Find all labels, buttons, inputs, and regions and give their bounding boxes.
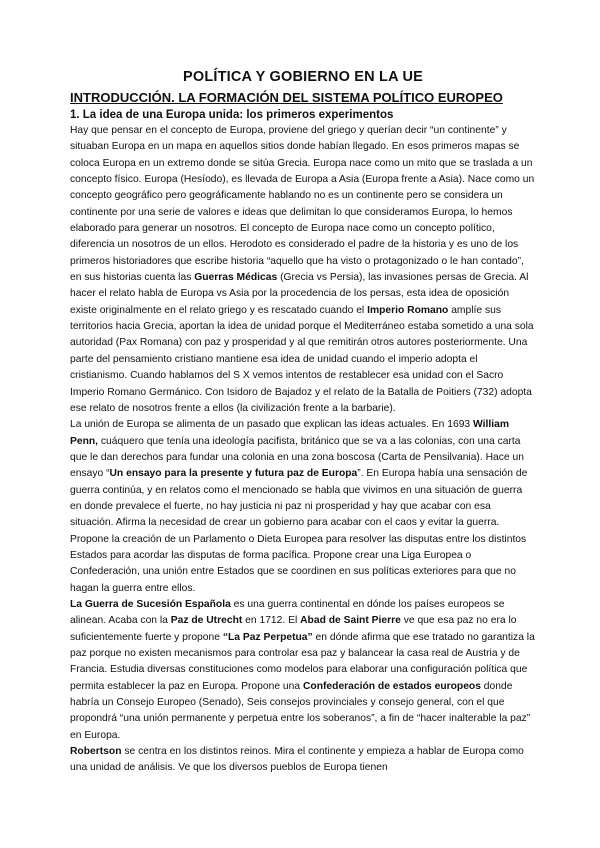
bold-term: Paz de Utrecht	[170, 615, 243, 627]
text-run: es una guerra continental en dónde los países europeos se alinean. Acaba con la	[70, 598, 505, 627]
section-heading: 1. La idea de una Europa unida: los primeros experimentos	[70, 109, 394, 121]
bold-term: La Guerra de Sucesión Española	[70, 598, 231, 610]
text-run: se centra en los distintos reinos. Mira el continente y empieza a hablar de Europa como una unidad de análisis. Ve que los diversos pueblos de Europa tienen	[70, 746, 524, 774]
bold-term: Guerras Médicas	[194, 272, 278, 284]
text-run: donde habría un Consejo Europeo (Senado), Seis consejos provinciales y consejo general, con el que propondrá “una unión permanente y perpetua entre los soberanos”, a fin de “hacer inalterable la paz” en Europa.	[70, 680, 531, 741]
text-run: La unión de Europa se alimenta de un pasado que explican las ideas actuales. En 1693	[70, 419, 474, 431]
text-run: cuáquero que tenía una ideología pacifista, británico que se va a las colonias, con una carta que le dan derechos para fundar una colonia en una zona boscosa (Carta de Pensilvania). Hace un ensayo “	[70, 435, 524, 480]
paragraph	[70, 597, 536, 744]
bold-term: Robertson	[70, 746, 122, 758]
text-run: ”. En Europa había una sensación de guerra continúa, y en relatos como el mencionado se habla que vivimos en una situación de guerra en donde prevalece el fuerte, no hay justicia ni paz ni prosperidad y hay que acabar con esa situación. Afirma la necesidad de crear un gobierno para acabar con el caos y evitar la guerra. Propone la creación de un Parlamento o Dieta Europea para resolver las disputas entre los distintos Estados para acordar las disputas de forma pacífica. Propone crear una Liga Europea o Confederación, una unión entre Estados que se coordinen en sus políticas exteriores para que no hagan la guerra entre ellos.	[70, 468, 528, 594]
bold-term: Confederación de estados europeos	[302, 680, 481, 692]
text-run: (Grecia vs Persia), las invasiones persas de Grecia. Al hacer el relato habla de Europa vs Asia por la procedencia de los persas, esta idea de oposición existe originalmente en el relato griego y es rescatado cuando el	[70, 272, 529, 316]
bold-term: William Penn,	[70, 419, 509, 447]
bold-term: “La Paz Perpetua”	[222, 631, 313, 643]
text-run: amplíe sus territorios hacia Grecia, aportan la idea de unidad porque el Mediterráneo estaba sometido a una sola autoridad (Pax Romana) con paz y prosperidad y al que remitirán otros autores posteriormente. Una parte del pensamiento cristiano mantiene esa idea de unidad cuando el imperio adopta el cristianismo. Cuando hablamos del S X vemos intentos de restablecer esa unidad con el Sacro Imperio Romano Germánico. Con Isidoro de Bajadoz y el relato de la Batalla de Poitiers (732) adopta ese relato de nosotros frente a ellos (la civilización frente a la barbarie).	[70, 304, 534, 414]
text-run: en dónde afirma que ese tratado no garantiza la paz porque no existen mecanismos para controlar esa paz y balancear la casa real de Austria y de Francia. Estudia diversas constituciones como modelos para elaborar una configuración política que permita establecer la paz en Europa. Propone una	[70, 631, 535, 692]
text-run: ve que esa paz no era lo suficientemente fuerte y propone	[70, 615, 517, 643]
paragraph	[70, 417, 536, 597]
paragraph	[70, 123, 536, 417]
bold-term: Un ensayo para la presente y futura paz de Europa	[109, 468, 358, 480]
text-run: Hay que pensar en el concepto de Europa, proviene del griego y querían decir “un continente” y situaban Europa en un mapa en aquellos sitios donde habían llegado. En esos primeros mapas se coloca Europa en un extremo donde se sitúa Grecia. Europa nace como un mito que se traslada a un concepto físico. Europa (Hesíodo), es llevada de Europa a Asia (Europa frente a Asia). Nace como un concepto geográfico pero geográficamente hablando no es un continente pero se considera un continente por una serie de valores e ideas que delimitan lo que consideramos Europa, lo hemos elaborado para generar un nosotros. El concepto de Europa nace como un concepto político, diferencia un nosotros de un ellos. Herodoto es considerado el padre de la historia y es uno de los primeros historiadores que escribe historia “aquello que ha visto o protagonizado o le han contado”, en sus historias cuenta las	[70, 125, 535, 284]
bold-term: Imperio Romano	[367, 304, 449, 316]
paragraph	[70, 744, 536, 777]
bold-term: Abad de Saint Pierre	[300, 615, 401, 627]
document-subtitle: INTRODUCCIÓN. LA FORMACIÓN DEL SISTEMA POLÍTICO EUROPEO	[70, 90, 503, 105]
document-body	[70, 68, 536, 777]
text-run: en 1712. El	[242, 615, 301, 627]
document-title: POLÍTICA Y GOBIERNO EN LA UE	[182, 69, 424, 85]
